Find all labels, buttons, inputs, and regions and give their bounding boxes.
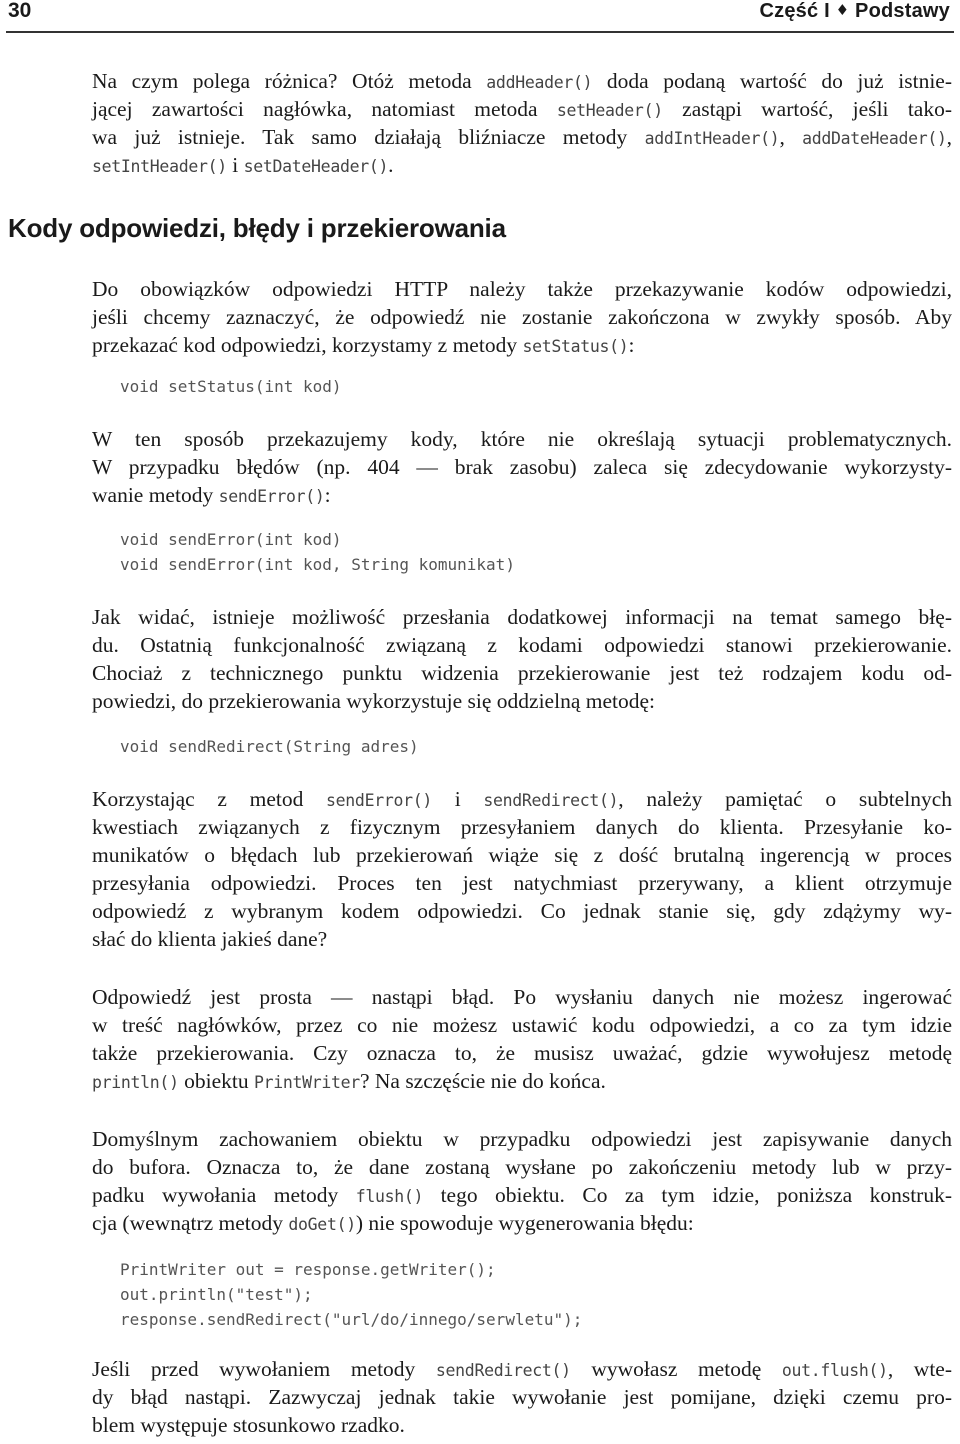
text-line (92, 1125, 952, 1153)
inline-code: setDateHeader() (243, 157, 389, 176)
page-number: 30 (8, 0, 32, 22)
text-run: jącej zawartości nagłówka, natomiast metoda (92, 97, 557, 121)
paragraph (92, 983, 952, 1095)
text-line (92, 95, 952, 123)
paragraph (92, 1355, 952, 1439)
text-line (92, 983, 952, 1011)
running-header (0, 0, 960, 34)
code-line: void setStatus(int kod) (120, 377, 342, 396)
inline-code: addDateHeader() (802, 129, 947, 148)
running-title (760, 0, 950, 23)
text-run: Do obowiązków odpowiedzi HTTP należy także przekazywanie kodów odpowiedzi, (92, 277, 952, 301)
text-line (92, 1355, 952, 1383)
part-label: Podstawy (855, 0, 950, 22)
code-block (120, 734, 419, 759)
text-run: , (946, 125, 952, 149)
text-run: ) nie spowoduje wygenerowania błędu: (355, 1211, 694, 1235)
inline-code: sendRedirect() (435, 1361, 571, 1380)
inline-code: out.flush() (781, 1361, 888, 1380)
text-line (92, 1067, 952, 1095)
text-run: W ten sposób przekazujemy kody, które nie określają sytuacji problematycznych. (92, 427, 952, 451)
text-line (92, 151, 952, 179)
text-run: Jeśli przed wywołaniem metody (92, 1357, 436, 1381)
text-line (92, 275, 952, 303)
text-run: przesyłania odpowiedzi. Proces ten jest natychmiast przerywany, a klient otrzymuje (92, 871, 952, 895)
inline-code: setHeader() (556, 101, 663, 120)
text-line (92, 687, 952, 715)
text-run: cja (wewnątrz metody (92, 1211, 289, 1235)
text-run: wanie metody (92, 483, 219, 507)
text-run: du. Ostatnią funkcjonalność związaną z kodami odpowiedzi stanowi przekierowanie. (92, 633, 952, 657)
text-run: . (388, 153, 394, 177)
text-line (92, 331, 952, 359)
text-run: kwestiach związanych z fizycznym przesyłaniem danych do klienta. Przesyłanie ko- (92, 815, 952, 839)
inline-code: setIntHeader() (92, 157, 227, 176)
text-run: wa już istnieje. Tak samo działają bliźniacze metody (92, 125, 645, 149)
paragraph (92, 785, 952, 953)
text-run: jeśli chcemy zaznaczyć, że odpowiedź nie zostanie zakończona w zwykły sposób. Aby (92, 305, 952, 329)
text-run: , (779, 125, 803, 149)
text-run: : (628, 333, 635, 357)
code-line: void sendError(int kod) (120, 530, 342, 549)
text-run: obiektu (178, 1069, 254, 1093)
text-line (92, 1383, 952, 1411)
text-run: odpowiedź z wybranym kodem odpowiedzi. Co jednak stanie się, gdy zdążymy wy- (92, 899, 952, 923)
text-run: i (432, 787, 484, 811)
text-run: , wte- (887, 1357, 953, 1381)
text-run: w treść nagłówków, przez co nie możesz ustawić kodu odpowiedzi, a co za tym idzie (92, 1013, 952, 1037)
text-run: W przypadku błędów (np. 404 — brak zasobu) zaleca się zdecydowanie wykorzysty- (92, 455, 952, 479)
text-run: także przekierowania. Czy oznacza to, że musisz uważać, gdzie wywołujesz metodę (92, 1041, 952, 1065)
text-line (92, 869, 952, 897)
text-line (92, 123, 952, 151)
text-run: blem występuje stosunkowo rzadko. (92, 1413, 405, 1437)
text-line (92, 1411, 952, 1439)
inline-code: sendError() (218, 487, 325, 506)
inline-code: flush() (355, 1187, 424, 1206)
inline-code: println() (92, 1073, 179, 1092)
code-block (120, 374, 342, 399)
text-run: zastąpi wartość, jeśli tako- (662, 97, 952, 121)
diamond-icon: ♦ (835, 1, 850, 19)
text-run: , należy pamiętać o subtelnych (618, 787, 952, 811)
text-run: i (226, 153, 244, 177)
inline-code: addHeader() (486, 73, 593, 92)
inline-code: addIntHeader() (644, 129, 780, 148)
text-run: munikatów o błędach lub przekierowań wiąże się z dość brutalną ingerencją w proces (92, 843, 952, 867)
section-label: Część I (759, 0, 830, 22)
code-line: void sendError(int kod, String komunikat) (120, 555, 515, 574)
text-line (92, 481, 952, 509)
text-line (92, 813, 952, 841)
paragraph (92, 425, 952, 509)
text-run: Chociaż z technicznego punktu widzenia przekierowanie jest też rodzajem kodu od- (92, 661, 952, 685)
text-line (92, 785, 952, 813)
section-heading: Kody odpowiedzi, błędy i przekierowania (8, 213, 506, 243)
inline-code: setStatus() (522, 337, 629, 356)
text-run: Jak widać, istnieje możliwość przesłania dodatkowej informacji na temat samego błę- (92, 605, 952, 629)
text-run: tego obiektu. Co za tym idzie, poniższa konstruk- (423, 1183, 952, 1207)
text-line (92, 897, 952, 925)
text-line (92, 303, 952, 331)
header-rule (6, 31, 954, 33)
inline-code: PrintWriter (253, 1073, 360, 1092)
paragraph (92, 603, 952, 715)
text-run: Na czym polega różnica? Otóż metoda (92, 69, 487, 93)
text-run: Odpowiedź jest prosta — nastąpi błąd. Po wysłaniu danych nie możesz ingerować (92, 985, 952, 1009)
text-line (92, 453, 952, 481)
text-run: ? Na szczęście nie do końca. (359, 1069, 606, 1093)
code-line: response.sendRedirect("url/do/innego/serwletu"); (120, 1310, 583, 1329)
text-run: dy błąd nastąpi. Zazwyczaj jednak takie wywołanie jest pomijane, dzięki czemu pro- (92, 1385, 952, 1409)
paragraph (92, 275, 952, 359)
text-line (92, 67, 952, 95)
code-line: out.println("test"); (120, 1285, 313, 1304)
code-line: PrintWriter out = response.getWriter(); (120, 1260, 496, 1279)
text-run: padku wywołania metody (92, 1183, 356, 1207)
text-run: doda podaną wartość do już istnie- (592, 69, 952, 93)
text-run: przekazać kod odpowiedzi, korzystamy z metody (92, 333, 523, 357)
text-run: Korzystając z metod (92, 787, 327, 811)
text-run: powiedzi, do przekierowania wykorzystuje się oddzielną metodę: (92, 689, 655, 713)
text-run: słać do klienta jakieś dane? (92, 927, 328, 951)
text-run: Domyślnym zachowaniem obiektu w przypadku odpowiedzi jest zapisywanie danych (92, 1127, 952, 1151)
text-run: wywołasz metodę (570, 1357, 782, 1381)
inline-code: sendError() (326, 791, 433, 810)
paragraph (92, 1125, 952, 1237)
text-line (92, 841, 952, 869)
code-block (120, 1257, 582, 1332)
text-line (92, 925, 952, 953)
text-line (92, 631, 952, 659)
text-run: : (324, 483, 331, 507)
inline-code: sendRedirect() (483, 791, 619, 810)
text-line (92, 1011, 952, 1039)
text-line (92, 1039, 952, 1067)
paragraph (92, 67, 952, 179)
code-line: void sendRedirect(String adres) (120, 737, 419, 756)
inline-code: doGet() (288, 1215, 356, 1234)
text-line (92, 1153, 952, 1181)
text-line (92, 603, 952, 631)
text-line (92, 659, 952, 687)
text-run: do bufora. Oznacza to, że dane zostaną wysłane po zakończeniu metody lub w przy- (92, 1155, 952, 1179)
text-line (92, 1181, 952, 1209)
text-line (92, 1209, 952, 1237)
text-line (92, 425, 952, 453)
code-block (120, 527, 515, 577)
